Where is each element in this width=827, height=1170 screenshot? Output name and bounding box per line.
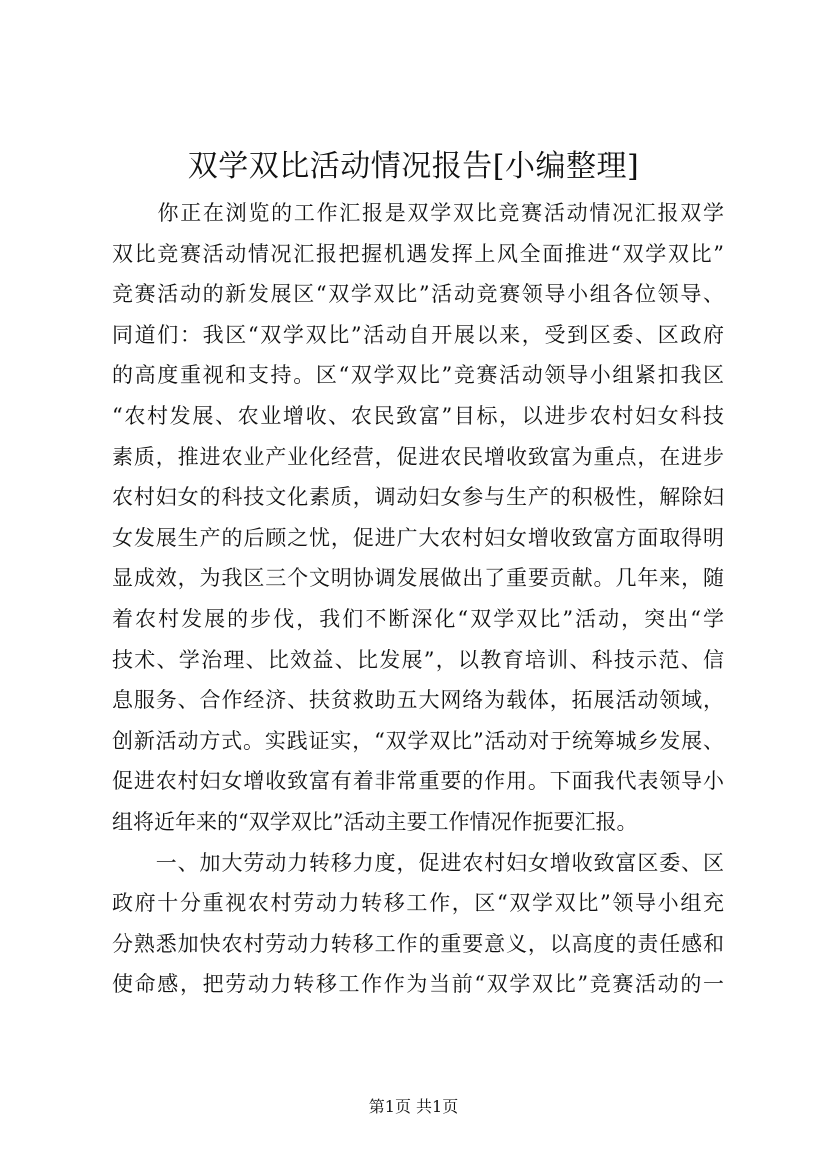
body-line: 竞赛活动的新发展区“双学双比”活动竞赛领导小组各位领导、 — [112, 282, 724, 307]
page-footer: 第1页 共1页 — [368, 1097, 459, 1116]
body-line: “农村发展、农业增收、农民致富”目标，以进步农村妇女科技 — [112, 403, 724, 428]
body-line: 双比竞赛活动情况汇报把握机遇发挥上风全面推进“双学双比” — [112, 241, 724, 266]
body-line: 政府十分重视农村劳动力转移工作，区“双学双比”领导小组充 — [112, 891, 724, 916]
document-title: 双学双比活动情况报告[小编整理] — [187, 149, 640, 184]
body-line: 同道们：我区“双学双比”活动自开展以来，受到区委、区政府 — [112, 322, 724, 347]
body-line: 技术、学治理、比效益、比发展”，以教育培训、科技示范、信 — [112, 647, 724, 672]
body-line: 分熟悉加快农村劳动力转移工作的重要意义，以高度的责任感和 — [112, 931, 724, 956]
body-line: 促进农村妇女增收致富有着非常重要的作用。下面我代表领导小 — [112, 769, 724, 794]
body-line: 息服务、合作经济、扶贫救助五大网络为载体，拓展活动领域， — [112, 688, 724, 713]
body-line: 素质，推进农业产业化经营，促进农民增收致富为重点，在进步 — [112, 444, 724, 469]
body-line: 使命感，把劳动力转移工作作为当前“双学双比”竞赛活动的一 — [112, 972, 724, 997]
body-line: 女发展生产的后顾之忧，促进广大农村妇女增收致富方面取得明 — [112, 525, 724, 550]
body-line: 农村妇女的科技文化素质，调动妇女参与生产的积极性，解除妇 — [112, 485, 724, 510]
body-line: 创新活动方式。实践证实，“双学双比”活动对于统筹城乡发展、 — [112, 728, 724, 753]
body-line: 显成效，为我区三个文明协调发展做出了重要贡献。几年来，随 — [112, 566, 724, 591]
document-body — [112, 193, 724, 1005]
body-line: 一、加大劳动力转移力度，促进农村妇女增收致富区委、区 — [112, 850, 724, 875]
body-line: 组将近年来的“双学双比”活动主要工作情况作扼要汇报。 — [112, 809, 638, 834]
body-line: 着农村发展的步伐，我们不断深化“双学双比”活动，突出“学 — [112, 606, 724, 631]
body-line: 的高度重视和支持。区“双学双比”竞赛活动领导小组紧扣我区 — [112, 363, 724, 388]
body-line: 你正在浏览的工作汇报是双学双比竞赛活动情况汇报双学 — [112, 201, 724, 225]
